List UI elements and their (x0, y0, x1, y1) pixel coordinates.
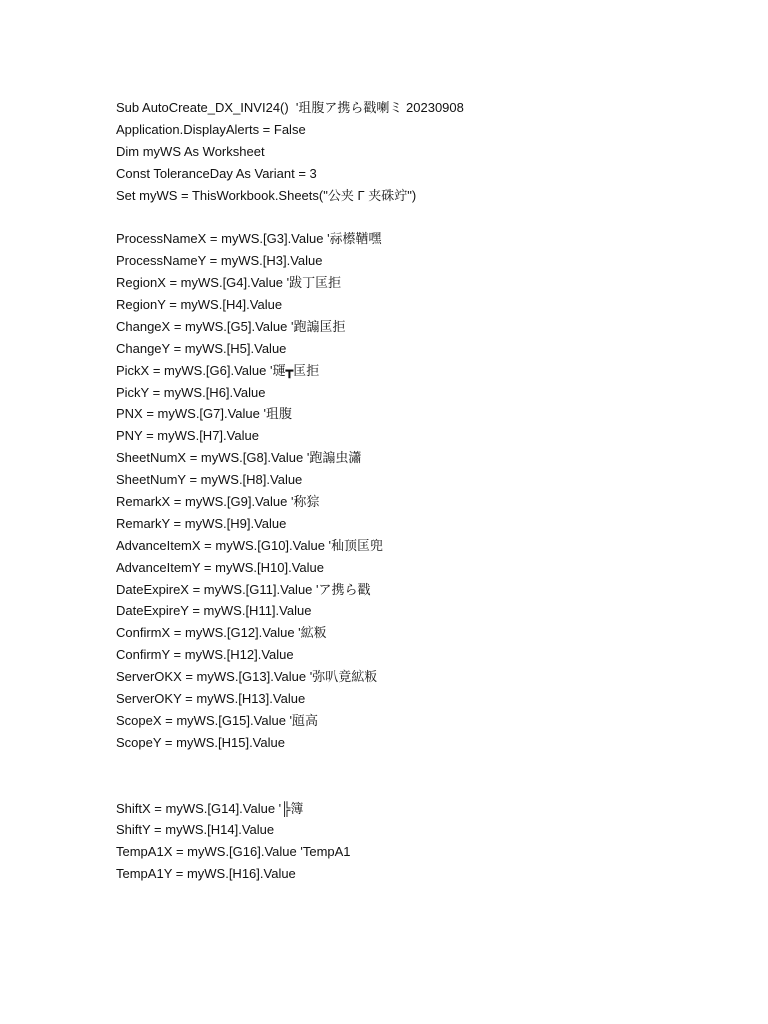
code-line: TempA1Y = myWS.[H16].Value (116, 866, 296, 882)
code-line: ProcessNameY = myWS.[H3].Value (116, 253, 323, 269)
code-line: PNY = myWS.[H7].Value (116, 428, 259, 444)
code-line: ProcessNameX = myWS.[G3].Value '祘櫒鞧嘿 (116, 231, 382, 247)
code-line: Dim myWS As Worksheet (116, 143, 265, 159)
code-line: Sub AutoCreate_DX_INVI24() '珇腹ア携ら戳喇ミ 20230908 (116, 100, 464, 115)
code-line: ShiftY = myWS.[H14].Value (116, 822, 275, 838)
code-line: Const ToleranceDay As Variant = 3 (116, 165, 317, 181)
code-line: ShiftX = myWS.[G14].Value '╠簿 (116, 800, 304, 816)
blank-line (116, 754, 716, 776)
code-line: PNX = myWS.[G7].Value '珇腹 (116, 406, 292, 422)
code-line: Application.DisplayAlerts = False (116, 121, 306, 137)
code-line: SheetNumY = myWS.[H8].Value (116, 472, 303, 488)
code-line: PickX = myWS.[G6].Value '璭┳匡拒 (116, 362, 320, 378)
code-line: RegionY = myWS.[H4].Value (116, 297, 283, 313)
code-line: AdvanceItemX = myWS.[G10].Value '秈顶匡兜 (116, 537, 384, 553)
code-line: SheetNumX = myWS.[G8].Value '跑謆虫瀟 (116, 450, 362, 466)
code-line: DateExpireY = myWS.[H11].Value (116, 603, 312, 619)
blank-line (116, 206, 716, 228)
blank-line (116, 776, 716, 798)
code-line: ScopeY = myWS.[H15].Value (116, 734, 285, 750)
code-line: ConfirmX = myWS.[G12].Value '絋粄 (116, 625, 327, 641)
code-line: ScopeX = myWS.[G15].Value '瓸高 (116, 712, 319, 728)
code-line: RegionX = myWS.[G4].Value '跋丁匡拒 (116, 275, 342, 291)
code-block-assignments (116, 228, 716, 753)
code-block-header (116, 97, 716, 206)
code-line: RemarkX = myWS.[G9].Value '称猔 (116, 494, 320, 510)
code-line: AdvanceItemY = myWS.[H10].Value (116, 559, 324, 575)
code-line: ChangeX = myWS.[G5].Value '跑謆匡拒 (116, 318, 346, 334)
code-line: ServerOKX = myWS.[G13].Value '弥叭竟絋粄 (116, 669, 378, 685)
code-line: Set myWS = ThisWorkbook.Sheets("公夹 Γ 夹硃竚") (116, 187, 417, 203)
code-line: DateExpireX = myWS.[G11].Value 'ア携ら戳 (116, 581, 371, 597)
code-line: ServerOKY = myWS.[H13].Value (116, 691, 306, 707)
code-line: PickY = myWS.[H6].Value (116, 384, 266, 400)
code-line: TempA1X = myWS.[G16].Value 'TempA1 (116, 844, 351, 860)
vba-code-listing (116, 97, 716, 885)
code-line: RemarkY = myWS.[H9].Value (116, 515, 287, 531)
code-line: ConfirmY = myWS.[H12].Value (116, 647, 294, 663)
code-line: ChangeY = myWS.[H5].Value (116, 340, 287, 356)
code-block-shift-temp (116, 798, 716, 886)
